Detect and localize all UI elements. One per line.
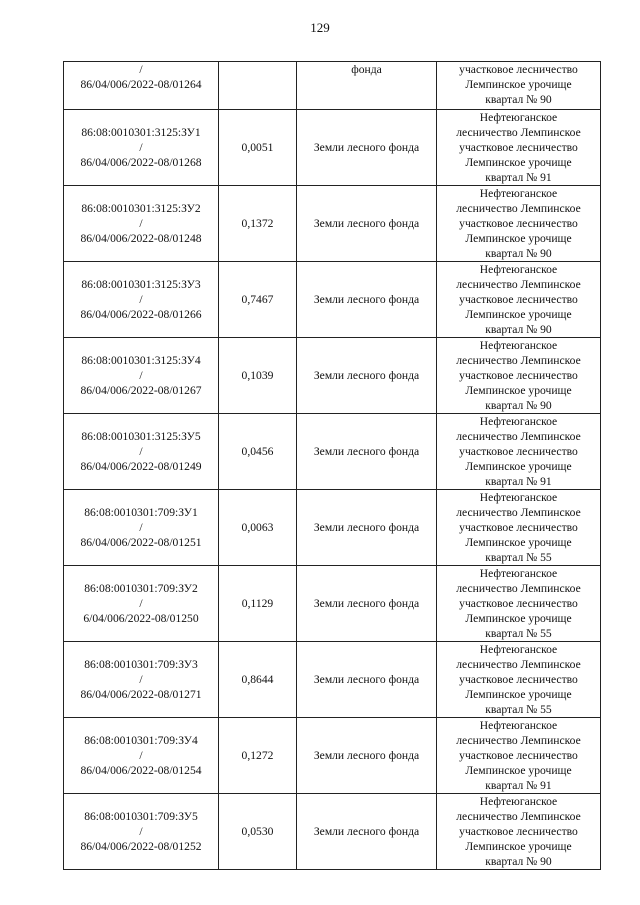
registration-record: 86/04/006/2022-08/01267	[80, 384, 202, 397]
location-line: квартал № 90	[485, 323, 552, 336]
location-line: квартал № 90	[485, 399, 552, 412]
location-cell	[437, 186, 601, 262]
cadastral-cell	[64, 110, 219, 186]
cadastral-number: 86:08:0010301:709:ЗУ3	[84, 658, 198, 671]
location-line: Лемпинское урочище	[465, 840, 572, 853]
table-row	[64, 718, 601, 794]
location-line: участковое лесничество	[459, 445, 578, 458]
separator-slash: /	[139, 217, 143, 230]
separator-slash: /	[139, 293, 143, 306]
location-line: Нефтеюганское	[479, 415, 558, 428]
separator-slash: /	[139, 673, 143, 686]
table-row	[64, 110, 601, 186]
land-category-cell: Земли лесного фонда	[297, 490, 437, 566]
location-cell	[437, 110, 601, 186]
area-cell: 0,8644	[219, 642, 297, 718]
registration-record: 86/04/006/2022-08/01266	[80, 308, 202, 321]
separator-slash: /	[139, 141, 143, 154]
location-line: Лемпинское урочище	[465, 156, 572, 169]
table-row	[64, 794, 601, 870]
cadastral-number: 86:08:0010301:3125:ЗУ4	[81, 354, 201, 367]
location-line: Нефтеюганское	[479, 339, 558, 352]
area-cell: 0,1372	[219, 186, 297, 262]
cadastral-cell	[64, 566, 219, 642]
area-cell: 0,0051	[219, 110, 297, 186]
location-line: участковое лесничество	[459, 217, 578, 230]
location-cell	[437, 490, 601, 566]
location-line: Нефтеюганское	[479, 263, 558, 276]
land-category-cell: Земли лесного фонда	[297, 186, 437, 262]
location-line: лесничество Лемпинское	[456, 202, 581, 215]
cadastral-cell	[64, 62, 219, 110]
location-cell	[437, 566, 601, 642]
land-category-cell: Земли лесного фонда	[297, 794, 437, 870]
land-category-cell: Земли лесного фонда	[297, 566, 437, 642]
location-line: Лемпинское урочище	[465, 232, 572, 245]
land-category-cell: Земли лесного фонда	[297, 642, 437, 718]
registration-record: 6/04/006/2022-08/01250	[83, 612, 199, 625]
location-line: лесничество Лемпинское	[456, 126, 581, 139]
location-line: Лемпинское урочище	[465, 384, 572, 397]
location-line: участковое лесничество	[459, 521, 578, 534]
cadastral-number: 86:08:0010301:709:ЗУ2	[84, 582, 198, 595]
location-line: квартал № 91	[485, 475, 552, 488]
table-row	[64, 414, 601, 490]
cadastral-cell	[64, 186, 219, 262]
location-cell	[437, 718, 601, 794]
location-line: участковое лесничество	[459, 293, 578, 306]
registration-record: 86/04/006/2022-08/01248	[80, 232, 202, 245]
area-cell: 0,1129	[219, 566, 297, 642]
location-line: участковое лесничество	[459, 141, 578, 154]
location-line: квартал № 55	[485, 627, 552, 640]
location-cell	[437, 62, 601, 110]
location-line: лесничество Лемпинское	[456, 734, 581, 747]
separator-slash: /	[139, 369, 143, 382]
page-number: 129	[310, 20, 330, 35]
land-category-cell: Земли лесного фонда	[297, 338, 437, 414]
land-category-cell: фонда	[297, 62, 437, 110]
location-line: участковое лесничество	[459, 825, 578, 838]
location-line: Нефтеюганское	[479, 567, 558, 580]
cadastral-cell	[64, 262, 219, 338]
location-line: участковое лесничество	[459, 749, 578, 762]
cadastral-cell	[64, 490, 219, 566]
cadastral-cell	[64, 794, 219, 870]
separator-slash: /	[139, 445, 143, 458]
location-cell	[437, 414, 601, 490]
registration-record: 86/04/006/2022-08/01268	[80, 156, 202, 169]
cadastral-number: 86:08:0010301:709:ЗУ1	[84, 506, 198, 519]
area-cell: 0,0063	[219, 490, 297, 566]
location-line: Лемпинское урочище	[465, 460, 572, 473]
location-line: Нефтеюганское	[479, 795, 558, 808]
location-line: Нефтеюганское	[479, 719, 558, 732]
area-cell: 0,7467	[219, 262, 297, 338]
location-cell	[437, 642, 601, 718]
table-row	[64, 338, 601, 414]
cadastral-number: 86:08:0010301:709:ЗУ4	[84, 734, 198, 747]
separator-slash: /	[139, 825, 143, 838]
location-line: лесничество Лемпинское	[456, 582, 581, 595]
table-row	[64, 62, 601, 110]
location-line: Лемпинское урочище	[465, 78, 572, 91]
location-cell	[437, 338, 601, 414]
land-category-cell: Земли лесного фонда	[297, 262, 437, 338]
cadastral-cell	[64, 338, 219, 414]
location-line: участковое лесничество	[459, 63, 578, 76]
registration-record: 86/04/006/2022-08/01264	[80, 78, 202, 91]
location-line: Лемпинское урочище	[465, 688, 572, 701]
location-line: участковое лесничество	[459, 597, 578, 610]
separator-slash: /	[139, 597, 143, 610]
location-line: квартал № 55	[485, 551, 552, 564]
location-line: Нефтеюганское	[479, 111, 558, 124]
cadastral-cell	[64, 414, 219, 490]
location-line: лесничество Лемпинское	[456, 506, 581, 519]
area-cell: 0,0530	[219, 794, 297, 870]
table-row	[64, 490, 601, 566]
location-cell	[437, 794, 601, 870]
location-line: лесничество Лемпинское	[456, 810, 581, 823]
separator-slash: /	[139, 63, 143, 76]
location-line: лесничество Лемпинское	[456, 658, 581, 671]
area-cell: 0,1039	[219, 338, 297, 414]
separator-slash: /	[139, 749, 143, 762]
location-cell	[437, 262, 601, 338]
land-category-cell: Земли лесного фонда	[297, 718, 437, 794]
location-line: лесничество Лемпинское	[456, 354, 581, 367]
location-line: Нефтеюганское	[479, 491, 558, 504]
cadastral-number: 86:08:0010301:709:ЗУ5	[84, 810, 198, 823]
location-line: Лемпинское урочище	[465, 536, 572, 549]
table-row	[64, 186, 601, 262]
cadastral-number: 86:08:0010301:3125:ЗУ5	[81, 430, 201, 443]
location-line: Лемпинское урочище	[465, 308, 572, 321]
separator-slash: /	[139, 521, 143, 534]
registration-record: 86/04/006/2022-08/01271	[80, 688, 202, 701]
table-row	[64, 642, 601, 718]
registration-record: 86/04/006/2022-08/01254	[80, 764, 202, 777]
location-line: лесничество Лемпинское	[456, 430, 581, 443]
area-cell: 0,1272	[219, 718, 297, 794]
cadastral-number: 86:08:0010301:3125:ЗУ2	[81, 202, 201, 215]
location-line: квартал № 91	[485, 171, 552, 184]
location-line: квартал № 90	[485, 855, 552, 868]
area-cell	[219, 62, 297, 110]
table-row	[64, 566, 601, 642]
location-line: Нефтеюганское	[479, 187, 558, 200]
registration-record: 86/04/006/2022-08/01252	[80, 840, 202, 853]
location-line: квартал № 90	[485, 247, 552, 260]
land-plots-table	[63, 61, 601, 870]
area-cell: 0,0456	[219, 414, 297, 490]
registration-record: 86/04/006/2022-08/01249	[80, 460, 202, 473]
location-line: квартал № 55	[485, 703, 552, 716]
table-row	[64, 262, 601, 338]
cadastral-number: 86:08:0010301:3125:ЗУ3	[81, 278, 201, 291]
registration-record: 86/04/006/2022-08/01251	[80, 536, 202, 549]
location-line: участковое лесничество	[459, 369, 578, 382]
location-line: Лемпинское урочище	[465, 612, 572, 625]
location-line: квартал № 91	[485, 779, 552, 792]
cadastral-cell	[64, 718, 219, 794]
location-line: Лемпинское урочище	[465, 764, 572, 777]
cadastral-cell	[64, 642, 219, 718]
land-category-cell: Земли лесного фонда	[297, 110, 437, 186]
cadastral-number: 86:08:0010301:3125:ЗУ1	[81, 126, 201, 139]
location-line: квартал № 90	[485, 93, 552, 106]
table-body	[64, 62, 601, 870]
location-line: лесничество Лемпинское	[456, 278, 581, 291]
location-line: участковое лесничество	[459, 673, 578, 686]
land-category-cell: Земли лесного фонда	[297, 414, 437, 490]
location-line: Нефтеюганское	[479, 643, 558, 656]
